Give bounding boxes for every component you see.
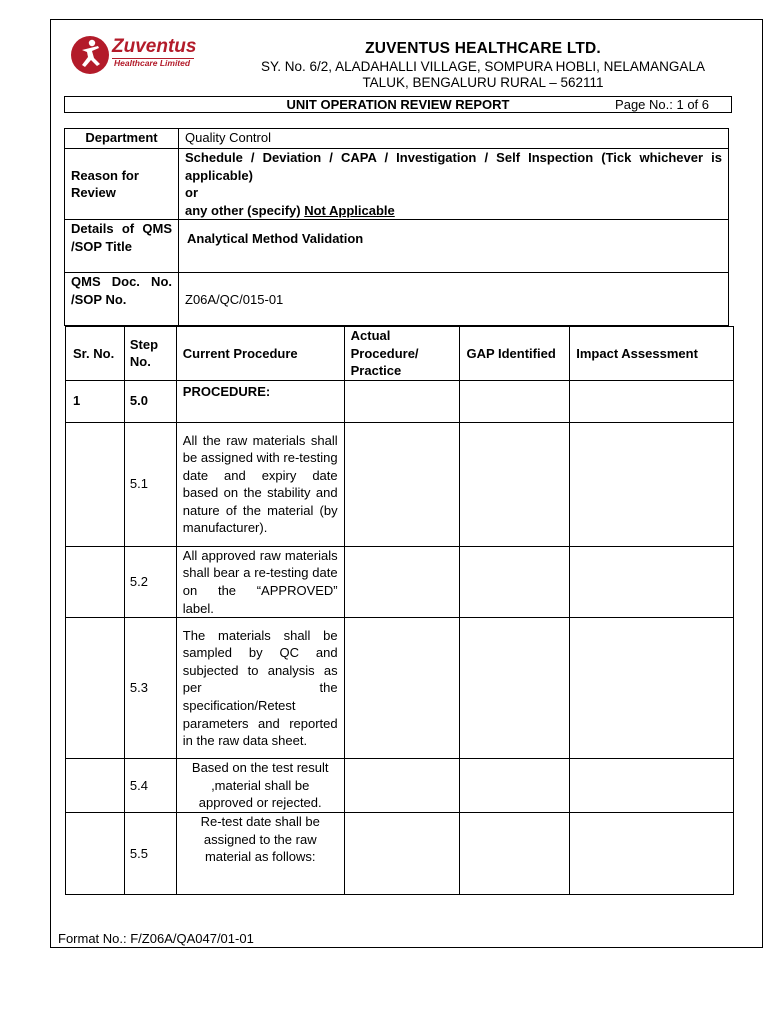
header-actual-procedure: Actual Procedure/ Practice bbox=[344, 327, 460, 381]
row-impact bbox=[570, 618, 734, 759]
header-step-no: Step No. bbox=[124, 327, 176, 381]
address-line-2: TALUK, BENGALURU RURAL – 562111 bbox=[362, 75, 604, 90]
row-gap bbox=[460, 422, 570, 546]
page-number: Page No.: 1 of 6 bbox=[615, 97, 709, 112]
table-row bbox=[66, 422, 734, 546]
reason-or: or bbox=[185, 185, 198, 201]
row-actual bbox=[344, 422, 460, 546]
info-table bbox=[64, 128, 729, 326]
row-step-no: 5.3 bbox=[124, 618, 176, 759]
reason-label-cell bbox=[65, 149, 179, 220]
reason-label: Reason for Review bbox=[71, 167, 139, 201]
table-row bbox=[66, 546, 734, 617]
docno-label: QMS Doc. No. /SOP No. bbox=[71, 274, 172, 307]
row-step-no: 5.4 bbox=[124, 759, 176, 813]
row-procedure: PROCEDURE: bbox=[176, 380, 344, 422]
table-row bbox=[66, 618, 734, 759]
row-sr-no bbox=[66, 759, 125, 813]
reason-other-label: any other (specify) bbox=[185, 202, 301, 218]
table-row bbox=[66, 759, 734, 813]
format-number: Format No.: F/Z06A/QA047/01-01 bbox=[58, 931, 254, 946]
logo-text: Zuventus bbox=[112, 36, 197, 57]
row-impact bbox=[570, 546, 734, 617]
row-actual bbox=[344, 813, 460, 895]
row-actual bbox=[344, 759, 460, 813]
row-gap bbox=[460, 813, 570, 895]
reason-options: Schedule / Deviation / CAPA / Investigation / Self Inspection (Tick whichever is applicable) bbox=[185, 150, 722, 183]
row-step-no: 5.5 bbox=[124, 813, 176, 895]
row-sr-no: 1 bbox=[66, 380, 125, 422]
header-gap-identified: GAP Identified bbox=[460, 327, 570, 381]
header-impact-assessment: Impact Assessment bbox=[570, 327, 734, 381]
row-actual bbox=[344, 380, 460, 422]
docno-value-cell bbox=[179, 273, 729, 326]
details-label-cell bbox=[65, 220, 179, 273]
reason-other-value: Not Applicable bbox=[304, 202, 395, 218]
row-procedure: All the raw materials shall be assigned with re-testing date and expiry date based on the stability and nature of the material (by manufacturer). bbox=[176, 422, 344, 546]
row-impact bbox=[570, 422, 734, 546]
row-procedure: Based on the test result ,material shall be approved or rejected. bbox=[176, 759, 344, 813]
row-gap bbox=[460, 380, 570, 422]
row-procedure: Re-test date shall be assigned to the raw material as follows: bbox=[176, 813, 344, 895]
details-value: Analytical Method Validation bbox=[187, 231, 364, 247]
row-sr-no bbox=[66, 813, 125, 895]
row-step-no: 5.2 bbox=[124, 546, 176, 617]
details-value-cell bbox=[179, 220, 729, 273]
details-label: Details of QMS /SOP Title bbox=[71, 221, 172, 254]
row-actual bbox=[344, 618, 460, 759]
table-row bbox=[66, 813, 734, 895]
row-sr-no bbox=[66, 422, 125, 546]
table-row bbox=[66, 380, 734, 422]
row-procedure: The materials shall be sampled by QC and subjected to analysis as per the specification/Retest parameters and reported in the raw data sheet. bbox=[176, 618, 344, 759]
row-impact bbox=[570, 759, 734, 813]
company-logo bbox=[70, 34, 210, 78]
row-procedure: All approved raw materials shall bear a re-testing date on the “APPROVED” label. bbox=[176, 546, 344, 617]
row-sr-no bbox=[66, 618, 125, 759]
row-step-no: 5.1 bbox=[124, 422, 176, 546]
row-impact bbox=[570, 813, 734, 895]
report-title: UNIT OPERATION REVIEW REPORT bbox=[286, 97, 510, 112]
header-current-procedure: Current Procedure bbox=[176, 327, 344, 381]
row-gap bbox=[460, 546, 570, 617]
logo-subtext: Healthcare Limited bbox=[114, 58, 191, 68]
department-value-cell bbox=[179, 129, 729, 149]
table-header-row bbox=[66, 327, 734, 381]
row-actual bbox=[344, 546, 460, 617]
row-sr-no bbox=[66, 546, 125, 617]
row-impact bbox=[570, 380, 734, 422]
company-name: ZUVENTUS HEALTHCARE LTD. bbox=[365, 40, 601, 57]
row-gap bbox=[460, 618, 570, 759]
department-label: Department bbox=[85, 130, 158, 145]
row-gap bbox=[460, 759, 570, 813]
docno-label-cell bbox=[65, 273, 179, 326]
header-sr-no: Sr. No. bbox=[66, 327, 125, 381]
reason-value-cell bbox=[179, 149, 729, 220]
docno-value: Z06A/QC/015-01 bbox=[185, 291, 284, 307]
row-step-no: 5.0 bbox=[124, 380, 176, 422]
department-label-cell bbox=[65, 129, 179, 149]
reason-other-line bbox=[185, 202, 722, 220]
department-value: Quality Control bbox=[185, 130, 271, 145]
address-line-1: SY. No. 6/2, ALADAHALLI VILLAGE, SOMPURA HOBLI, NELAMANGALA bbox=[261, 59, 705, 74]
report-title-bar bbox=[64, 96, 732, 113]
review-table bbox=[65, 326, 734, 895]
